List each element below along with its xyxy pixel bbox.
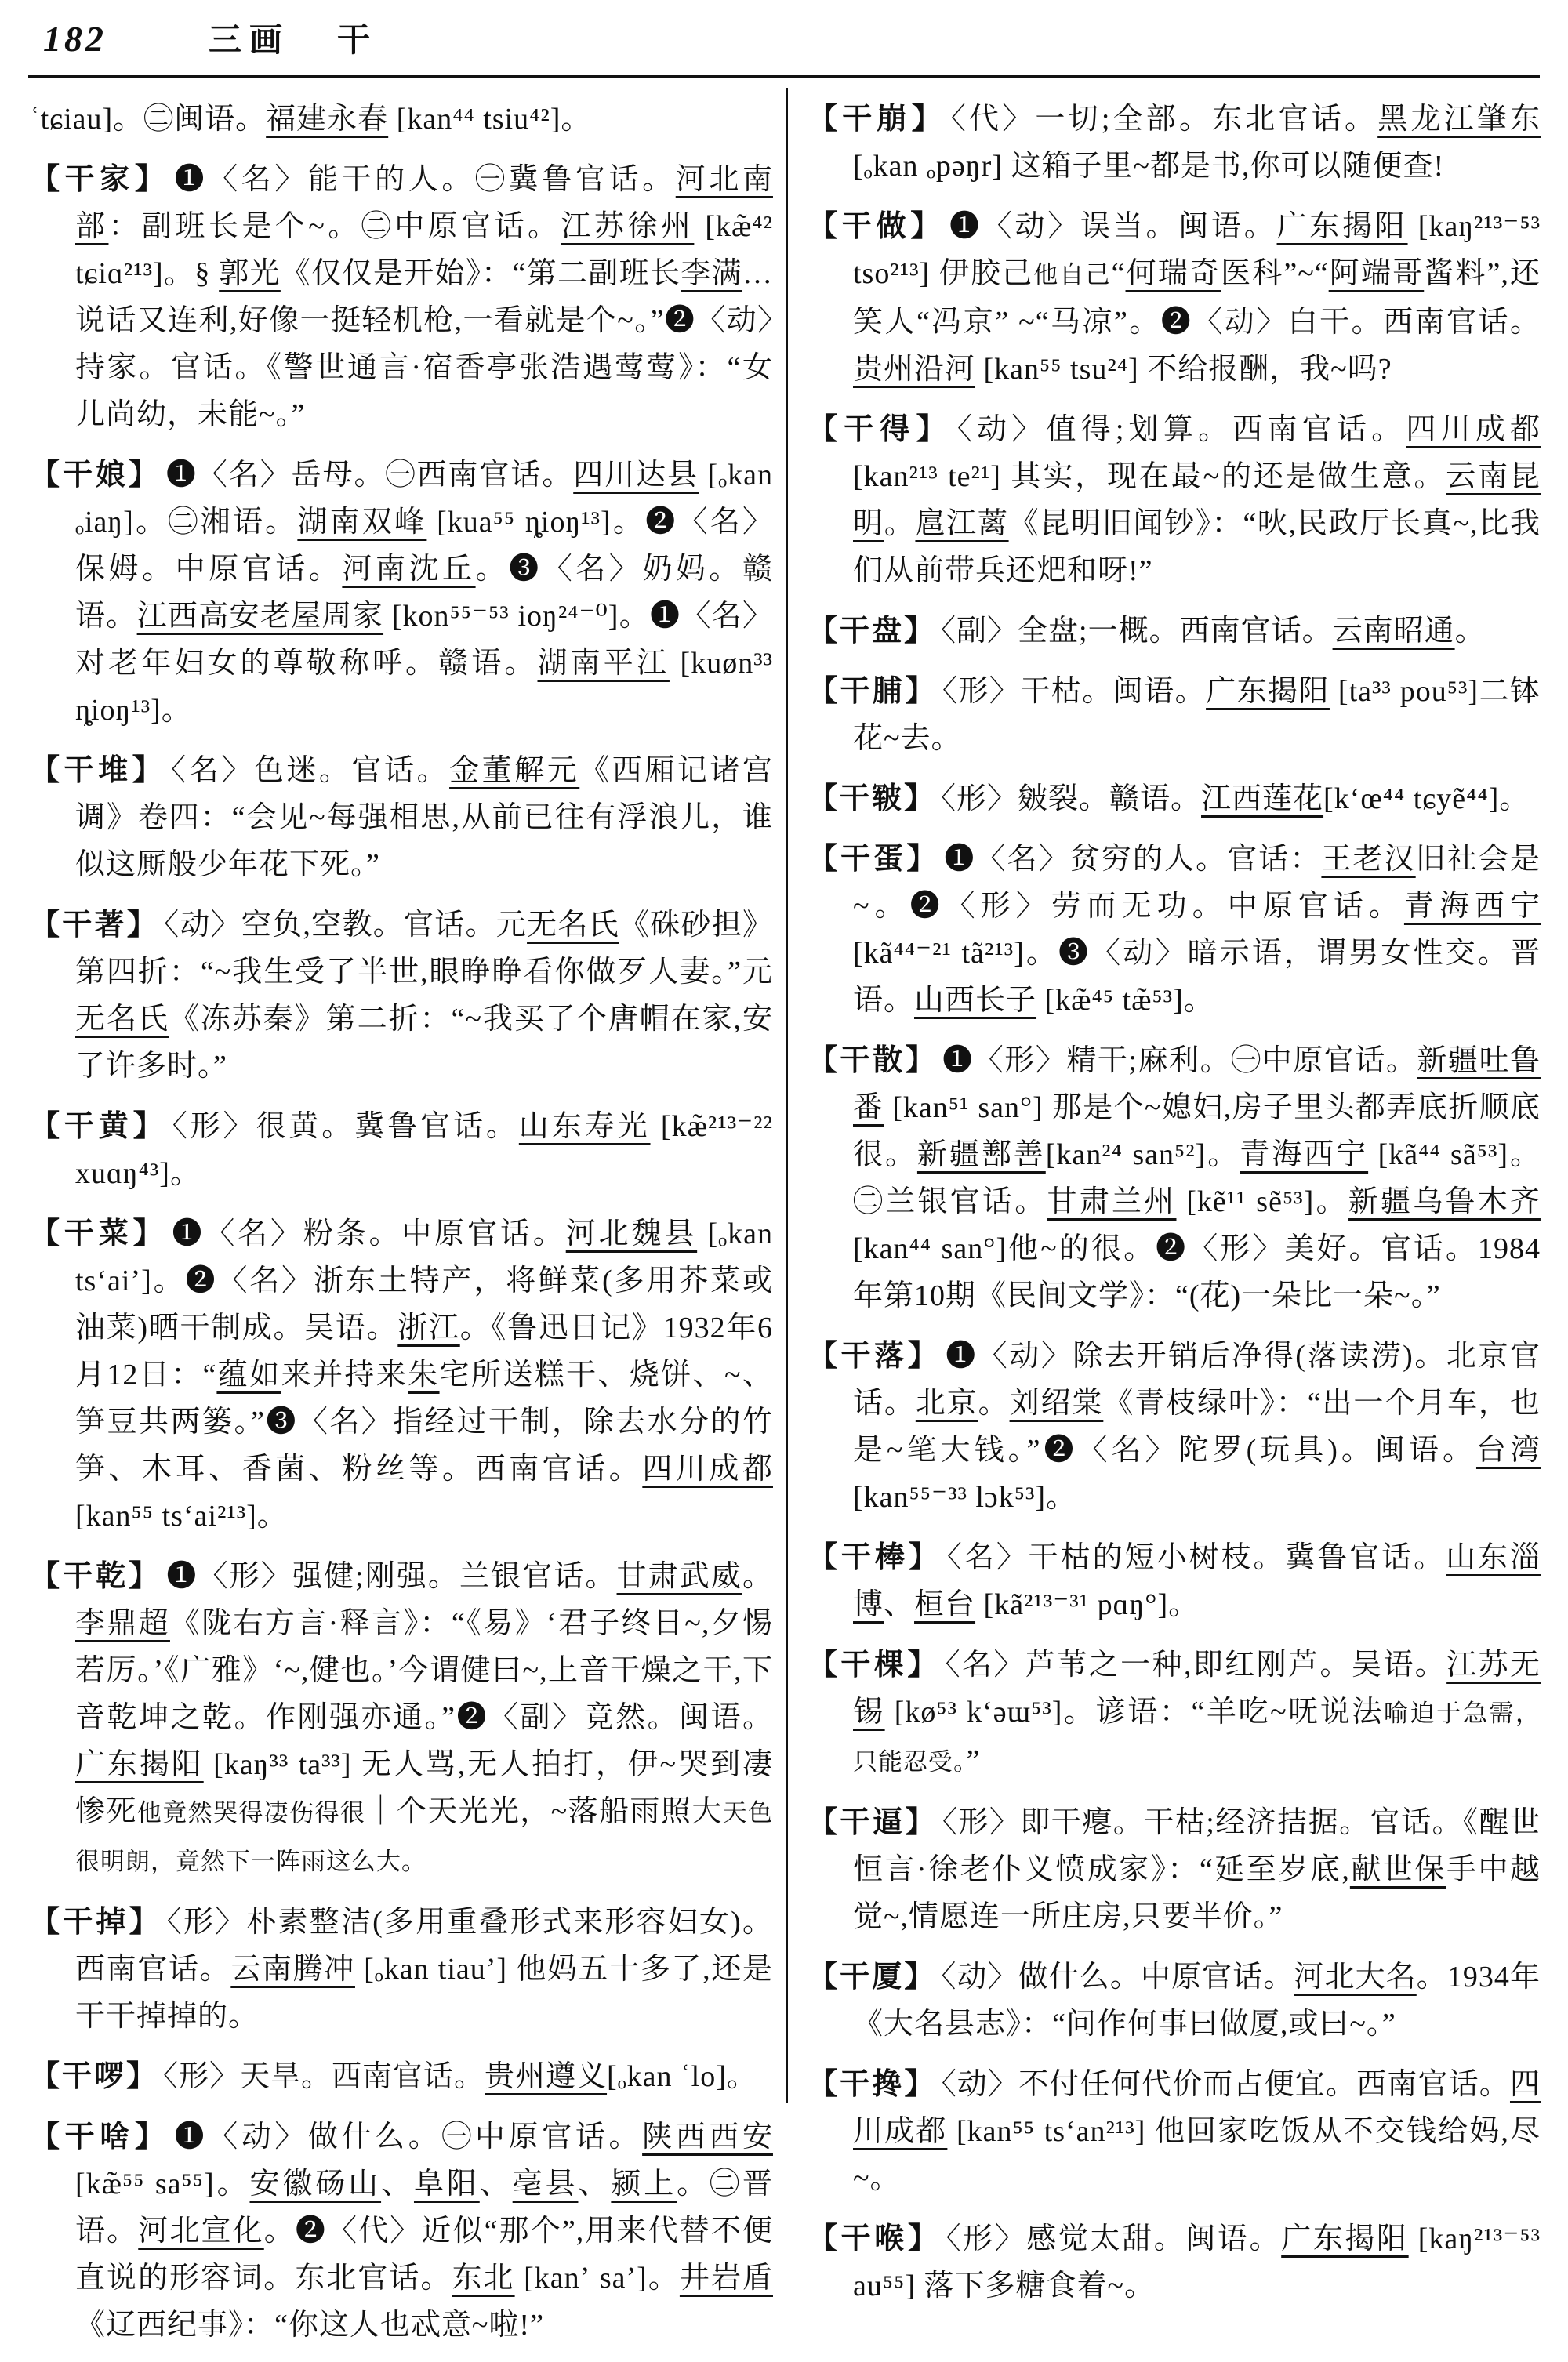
- proper-name: 四川成都: [853, 2068, 1541, 2148]
- dict-entry-干盘: [808, 608, 1541, 655]
- headword: 【干掉】: [30, 1906, 162, 1939]
- headword: 【干娘】: [30, 459, 162, 492]
- proper-name: 广东揭阳: [1206, 675, 1330, 708]
- entry-body: 〈形〉朴素整洁(多用重叠形式来形容妇女)。西南官话。云南腾冲 [ₒkan tiauʼ] 他妈五十多了,还是干干掉掉的。: [75, 1906, 773, 2033]
- headword: 【干得】: [808, 413, 953, 446]
- proper-name: 河北大名: [1294, 1961, 1417, 1994]
- proper-name: 无名氏: [75, 1003, 169, 1036]
- proper-name: 北京: [915, 1387, 978, 1420]
- dict-entry-干崩: [808, 96, 1541, 190]
- entry-body: 〈形〉感觉太甜。闽语。广东揭阳 [kaŋ²¹³⁻⁵³ au⁵⁵] 落下多糖食着~。: [853, 2222, 1541, 2302]
- proper-name: 新疆吐鲁番: [853, 1044, 1541, 1124]
- proper-name: 甘肃武威: [616, 1560, 742, 1593]
- headword: 【干做】: [808, 210, 946, 243]
- proper-name: 阿端哥: [1328, 257, 1425, 290]
- proper-name: 福建永春: [266, 103, 389, 136]
- headword: 【干乾】: [30, 1560, 162, 1593]
- proper-name: 新疆乌鲁木齐: [1348, 1185, 1541, 1218]
- proper-name: 新疆鄯善: [916, 1138, 1046, 1171]
- proper-name: 台湾: [1475, 1434, 1541, 1467]
- entry-body: ❶〈动〉做什么。㊀中原官话。陕西西安 [kæ̃⁵⁵ sa⁵⁵]。安徽砀山、阜阳、亳县、颍上。㊁晋语。河北宣化。❷〈代〉近似“那个”,用来代替不便直说的形容词。东北官话。东北 [kanʼ saʼ]。井岩盾《辽西纪事》：“你这人也忒意~啦!”: [75, 2121, 773, 2342]
- proper-name: 扈江蓠: [915, 507, 1009, 540]
- entry-body: ❶〈名〉贫穷的人。官话：王老汉旧社会是~。❷〈形〉劳而无功。中原官话。青海西宁 [kã⁴⁴⁻²¹ tã²¹³]。❸〈动〉暗示语，谓男女性交。晋语。山西长子 [kæ̃⁴⁵ tæ̃⁵³]。: [853, 843, 1541, 1017]
- entry-body: 〈形〉皴裂。赣语。江西莲花[kʻœ⁴⁴ tɕyẽ⁴⁴]。: [941, 782, 1530, 815]
- headword: 【干家】: [30, 163, 170, 196]
- headword: 【干棵】: [808, 1649, 941, 1682]
- headword: 【干菜】: [30, 1217, 168, 1250]
- proper-name: 阜阳: [413, 2168, 480, 2201]
- proper-name: 东北: [452, 2262, 515, 2295]
- proper-name: 何瑞奇: [1125, 257, 1221, 290]
- section-title: 三画: [209, 23, 291, 59]
- dict-entry-干脯: [808, 668, 1541, 762]
- entry-body: 〈形〉很黄。冀鲁官话。山东寿光 [kæ̃²¹³⁻²² xuɑŋ⁴³]。: [75, 1110, 773, 1190]
- headword: 【干棒】: [808, 1541, 942, 1574]
- proper-name: 山东寿光: [518, 1110, 651, 1143]
- headword: 【干啰】: [30, 2060, 159, 2093]
- proper-name: 广东揭阳: [1276, 210, 1408, 243]
- proper-name: 李满: [681, 257, 743, 290]
- entry-body: ❶〈形〉强健;刚强。兰银官话。甘肃武威。李鼎超《陇右方言·释言》：“《易》‘君子终日~,夕惕若厉。’《广雅》‘~,健也。’今谓健曰~,上音干燥之干,下音乾坤之乾。作刚强亦通。”❷〈副〉竟然。闽语。广东揭阳 [kaŋ³³ ta³³] 无人骂,无人拍打，伊~哭到凄惨死他竟然哭得凄伤得很｜个天光光，~落船雨照大天色很明朗，竟然下一阵雨这么大。: [75, 1560, 774, 1875]
- proper-name: 河北魏县: [565, 1217, 698, 1250]
- headword: 【干崩】: [808, 103, 946, 136]
- entry-body: ❶〈名〉粉条。中原官话。河北魏县 [ₒkan tsʻaiʼ]。❷〈名〉浙东土特产，将鲜菜(多用芥菜或油菜)晒干制成。吴语。浙江。《鲁迅日记》1932年6月12日：“蕴如来并持来朱宅所送糕干、烧饼、~、笋豆共两篓。”❸〈名〉指经过干制，除去水分的竹笋、木耳、香菌、粉丝等。西南官话。四川成都 [kan⁵⁵ tsʻai²¹³]。: [75, 1217, 773, 1533]
- proper-name: 四川达县: [573, 459, 699, 492]
- proper-name: 云南腾冲: [230, 1953, 355, 1986]
- headword: 【干皲】: [808, 782, 937, 815]
- proper-name: 金董解元: [449, 754, 580, 787]
- entry-body: 〈代〉一切;全部。东北官话。黑龙江肇东 [ₒkan ₒpəŋr] 这箱子里~都是书,你可以随便查!: [853, 103, 1541, 183]
- dict-entry-干乾: [30, 1553, 773, 1885]
- proper-name: 颍上: [611, 2168, 677, 2201]
- headword: 【干盘】: [808, 615, 937, 648]
- headword: 【干黄】: [30, 1110, 168, 1143]
- dict-entry-干堆: [30, 747, 773, 888]
- proper-name: 蕴如: [216, 1359, 281, 1391]
- dict-entry-干厦: [808, 1954, 1541, 2048]
- headword: 【干堆】: [30, 754, 167, 787]
- proper-name: 湖南双峰: [297, 506, 427, 539]
- dict-entry-干落: [808, 1333, 1541, 1521]
- dict-entry-干棒: [808, 1534, 1541, 1628]
- entry-body: ❶〈名〉岳母。㊀西南官话。四川达县 [ₒkan ₒiaŋ]。㊁湘语。湖南双峰 [kua⁵⁵ ȵioŋ¹³]。❷〈名〉保姆。中原官话。河南沈丘。❸〈名〉奶妈。赣语。江西高安老屋周家 [kon⁵⁵⁻⁵³ ioŋ²⁴⁻⁰]。❶〈名〉对老年妇女的尊敬称呼。赣语。湖南平江 [kuøn³³ ȵioŋ¹³]。: [75, 459, 773, 727]
- proper-name: 江西莲花: [1201, 782, 1324, 815]
- dict-entry-干掉: [30, 1899, 773, 2040]
- small-gloss: 他自己: [1033, 261, 1112, 288]
- proper-name: 贵州沿河: [853, 353, 976, 386]
- page-header: [43, 14, 1533, 61]
- entry-body: ʿtɕiau]。㊁闽语。福建永春 [kan⁴⁴ tsiu⁴²]。: [30, 103, 592, 136]
- small-gloss: 他竟然哭得凄伤得很: [136, 1799, 366, 1827]
- header-rule: [28, 75, 1540, 78]
- dict-entry-干蛋: [808, 836, 1541, 1024]
- entry-body: 〈形〉即干瘪。干枯;经济拮据。官话。《醒世恒言·徐老仆义愤成家》：“延至岁底,献世保手中越觉~,情愿连一所庄房,只要半价。”: [853, 1806, 1541, 1933]
- entry-body: 〈名〉干枯的短小树枝。冀鲁官话。山东淄博、桓台 [kã²¹³⁻³¹ pɑŋ°]。: [853, 1541, 1541, 1621]
- proper-name: 河北宣化: [138, 2215, 264, 2248]
- dict-entry-干黄: [30, 1103, 773, 1197]
- entry-body: ❶〈动〉除去开销后净得(落读涝)。北京官话。北京。刘绍棠《青枝绿叶》：“出一个月车，也是~笔大钱。”❷〈名〉陀罗(玩具)。闽语。台湾[kan⁵⁵⁻³³ lɔk⁵³]。: [853, 1340, 1541, 1514]
- entry-body: 〈形〉干枯。闽语。广东揭阳 [ta³³ pou⁵³]二钵花~去。: [853, 675, 1541, 755]
- proper-name: 青海西宁: [1240, 1138, 1369, 1171]
- proper-name: 无名氏: [527, 909, 619, 942]
- left-column: [30, 96, 773, 2362]
- proper-name: 黑龙江肇东: [1377, 103, 1541, 136]
- dict-entry-干家: [30, 156, 773, 438]
- entry-body: 〈名〉色迷。官话。金董解元《西厢记诸宫调》卷四：“会见~每强相思,从前已往有浮浪儿，谁似这厮般少年花下死。”: [75, 754, 773, 881]
- entry-body: 〈动〉空负,空教。官话。元无名氏《硃砂担》第四折：“~我生受了半世,眼睁睁看你做歹人妻。”元无名氏《冻苏秦》第二折：“~我买了个唐帽在家,安了许多时。”: [75, 909, 773, 1083]
- radical-title: 干: [337, 23, 371, 59]
- entry-body: ❶〈形〉精干;麻利。㊀中原官话。新疆吐鲁番 [kan⁵¹ san°] 那是个~媳妇,房子里头都弄底折顺底很。新疆鄯善[kan²⁴ san⁵²]。青海西宁 [kã⁴⁴ sã⁵³]。㊁兰银官话。甘肃兰州 [kẽ¹¹ sẽ⁵³]。新疆乌鲁木齐 [kan⁴⁴ san°]他~的很。❷〈形〉美好。官话。1984年第10期《民间文学》：“(花)一朵比一朵~。”: [853, 1044, 1541, 1312]
- continuation-text: [30, 96, 773, 143]
- dict-entry-干娘: [30, 452, 773, 734]
- entry-body: 〈动〉做什么。中原官话。河北大名。1934年《大名县志》：“问作何事曰做厦,或曰~。”: [853, 1961, 1541, 2041]
- dict-entry-干菜: [30, 1210, 773, 1540]
- dict-entry-干棵: [808, 1642, 1541, 1786]
- headword: 【干搀】: [808, 2068, 937, 2101]
- proper-name: 云南昆明: [853, 460, 1541, 540]
- proper-name: 贵州遵义: [485, 2060, 608, 2093]
- proper-name: 湖南平江: [537, 647, 670, 680]
- dict-entry-干逼: [808, 1799, 1541, 1940]
- proper-name: 安徽砀山: [249, 2168, 382, 2201]
- dict-entry-干著: [30, 902, 773, 1090]
- small-gloss: 天色很明朗，竟然下一阵雨这么大。: [75, 1799, 774, 1875]
- headword: 【干散】: [808, 1044, 938, 1077]
- entry-body: 〈动〉不付任何代价而占便宜。西南官话。四川成都 [kan⁵⁵ tsʻan²¹³] 他回家吃饭从不交钱给妈,尽~。: [853, 2068, 1541, 2195]
- dict-entry-干啰: [30, 2053, 773, 2100]
- proper-name: 青海西宁: [1403, 890, 1541, 923]
- proper-name: 四川成都: [1406, 413, 1541, 446]
- headword: 【干逼】: [808, 1806, 938, 1839]
- entry-body: 〈动〉值得;划算。西南官话。四川成都 [kan²¹³ te²¹] 其实，现在最~的还是做生意。云南昆明。扈江蓠《昆明旧闻钞》：“吙,民政厅长真~,比我们从前带兵还𤆵和呀!”: [853, 413, 1541, 587]
- headword: 【干喉】: [808, 2222, 942, 2255]
- small-gloss: 喻迫于急需，只能忍受。: [853, 1700, 1541, 1776]
- entry-body: 〈副〉全盘;一概。西南官话。云南昭通。: [941, 615, 1486, 648]
- page-number: 182: [43, 19, 107, 59]
- headword: 【干脯】: [808, 675, 938, 708]
- dict-entry-干啥: [30, 2113, 773, 2349]
- proper-name: 朱: [408, 1359, 440, 1391]
- proper-name: 桓台: [914, 1588, 976, 1621]
- proper-name: 山西长子: [914, 984, 1037, 1017]
- proper-name: 井岩盾: [679, 2262, 773, 2295]
- headword: 【干落】: [808, 1340, 942, 1373]
- proper-name: 郭光: [219, 257, 281, 290]
- proper-name: 广东揭阳: [1281, 2222, 1409, 2255]
- proper-name: 亳县: [512, 2168, 579, 2201]
- dict-entry-干散: [808, 1037, 1541, 1319]
- proper-name: 江苏无锡: [853, 1649, 1541, 1729]
- entry-body: 〈名〉芦苇之一种,即红刚芦。吴语。江苏无锡 [kø⁵³ kʻəɯ⁵³]。谚语：“羊吃~呒说法喻迫于急需，只能忍受。”: [853, 1649, 1541, 1777]
- headword: 【干啥】: [30, 2121, 170, 2153]
- proper-name: 李鼎超: [75, 1607, 170, 1640]
- proper-name: 江西高安老屋周家: [136, 600, 384, 633]
- entry-body: ❶〈动〉误当。闽语。广东揭阳 [kaŋ²¹³⁻⁵³ tso²¹³] 伊胶己他自己“何瑞奇医科”~“阿端哥酱料”,还笑人“冯京” ~“马凉”。❷〈动〉白干。西南官话。贵州沿河 [kan⁵⁵ tsu²⁴] 不给报酬，我~吗?: [853, 210, 1541, 386]
- column-divider: [786, 88, 788, 2103]
- proper-name: 陕西西安: [642, 2121, 773, 2153]
- entry-body: ❶〈名〉能干的人。㊀冀鲁官话。河北南部：副班长是个~。㊁中原官话。江苏徐州 [kæ̃⁴² tɕiɑ²¹³]。§ 郭光《仅仅是开始》：“第二副班长李满…说话又连利,好像一挺轻机枪,一看就是个~。”❷〈动〉持家。官话。《警世通言·宿香亭张浩遇莺莺》：“女儿尚幼，未能~。”: [75, 163, 774, 431]
- right-column: [808, 96, 1541, 2323]
- proper-name: 江苏徐州: [561, 210, 695, 243]
- proper-name: 广东揭阳: [75, 1748, 204, 1781]
- proper-name: 山东淄博: [853, 1541, 1541, 1621]
- proper-name: 刘绍棠: [1009, 1387, 1104, 1420]
- proper-name: 献世保: [1349, 1853, 1446, 1886]
- dict-entry-干皲: [808, 775, 1541, 822]
- proper-name: 河南沈丘: [342, 553, 476, 586]
- dict-entry-干搀: [808, 2061, 1541, 2202]
- dict-entry-干做: [808, 203, 1541, 393]
- dict-entry-干喉: [808, 2215, 1541, 2309]
- headword: 【干厦】: [808, 1961, 937, 1994]
- proper-name: 四川成都: [642, 1453, 773, 1486]
- proper-name: 河北南部: [75, 163, 773, 243]
- proper-name: 王老汉: [1321, 843, 1416, 876]
- proper-name: 甘肃兰州: [1047, 1185, 1177, 1218]
- proper-name: 云南昭通: [1332, 615, 1455, 648]
- headword: 【干蛋】: [808, 843, 940, 876]
- entry-body: 〈形〉天旱。西南官话。贵州遵义[ₒkan ʿlo]。: [163, 2060, 757, 2093]
- proper-name: 浙江: [397, 1312, 460, 1344]
- dict-entry-干得: [808, 406, 1541, 594]
- headword: 【干著】: [30, 909, 160, 942]
